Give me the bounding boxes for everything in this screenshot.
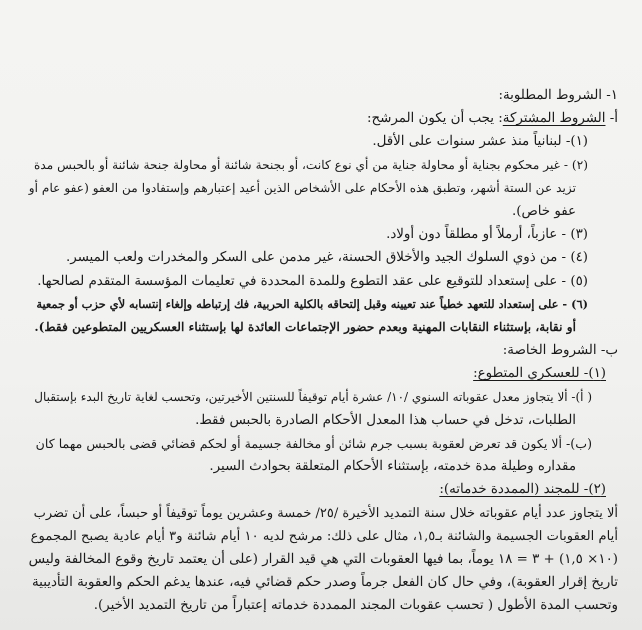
common-item: (٤) - من ذوي السلوك الجيد والأخلاق الحسنة، غير مدمن على السكر والمخدرات ولعب الميسر. [65,250,588,266]
conscript-text: أيام العقوبات الجسيمة والشائنة بـ١,٥، مثال على ذلك: مرشح لديه ١٠ أيام شائنة و٣ أيام عادية يصبح المجموع [30,528,618,544]
common-item: (٢) - غير محكوم بجناية أو محاولة جناية من أي نوع كانت، أو بجنحة شائنة أو محاولة جنحة شائنة أو بالحبس مدة [33,157,588,172]
volunteer-label: (١)- للعسكري المتطوع: [473,366,606,382]
volunteer-item-continuation: الطلبات، تدخل في حساب هذا المعدل الأحكام الصادرة بالحبس فقط. [195,412,576,428]
common-item-continuation: عفو خاص). [512,204,576,220]
common-item: (٥) - على إستعداد للتوقيع على عقد التطوع وللمدة المحددة في تعليمات المؤسسة المتقدم لصالحها. [37,273,588,289]
common-item-continuation: تزيد عن الستة أشهر، وتطبق هذه الأحكام على الأشخاص الذين أعيد إعتبارهم وإستفادوا من العفو (عفو عام أو [28,180,576,195]
section-heading: ١- الشروط المطلوبة: [498,88,618,103]
common-conditions-title: الشروط المشتركة [502,111,606,127]
common-item: (٦) - على إستعداد للتعهد خطياً عند تعيينه وقبل إلتحاقه بالكلية الحربية، فك إرتباطه وإلغاء إنتسابه لأي حزب أو جمعية [36,296,588,311]
conscript-text: ألا يتجاوز عدد أيام عقوباته خلال سنة التمديد الأخيرة /٢٥/ خمسة وعشرين يوماً توقيفاً أو حبساً، على أن تضرب [33,505,618,521]
common-item-continuation: أو نقابة، بإستثناء النقابات المهنية وبعدم حضور الإجتماعات العائدة لها بإستثناء العسكريين المتطوعين فقط). [34,320,576,335]
common-item: (١)- لبنانياً منذ عشر سنوات على الأقل. [372,134,588,150]
common-conditions-heading: أ- الشروط المشتركة: يجب أن يكون المرشح: [366,111,618,127]
special-conditions-heading: ب- الشروط الخاصة: [502,343,618,359]
volunteer-item-continuation: مقداره وطيلة مدة خدمته، بإستثناء الأحكام المتعلقة بحوادث السير. [209,459,576,475]
document-body [28,84,618,618]
common-item: (٣) - عازباً، أرملاً أو مطلقاً دون أولاد. [386,227,588,243]
conscript-label: (٢)- للمجند (الممددة خدماته): [439,482,606,498]
conscript-text: وتحسب المدة الأطول ( تحسب عقوبات المجند الممددة خدماته إعتباراً من تاريخ التمديد الأخير). [93,598,618,614]
volunteer-item: (ب)- ألا يكون قد تعرض لعقوبة بسبب جرم شائن أو مخالفة جسيمة أو لحكم قضائي قضى بالحبس مهما كان [35,436,592,452]
conscript-text: تاريخ إقرار العقوبة)، وفي حال كان الفعل جرماً وصدر حكم قضائي فيه، عندها يدغم الحكم والعقوبة التأديبية [31,575,618,591]
volunteer-item: ( أ)- ألا يتجاوز معدل عقوباته السنوي /١٠/ عشرة أيام توقيفاً للسنتين الأخيرتين، وتحسب لغاية تاريخ البدء بإستقبال [34,389,592,404]
conscript-text: (١٠× ١,٥) + ٣ = ١٨ يوماً، بما فيها العقوبات التي هي قيد القرار (على أن يعتمد تاريخ وقوع المخالفة وليس [28,552,618,568]
